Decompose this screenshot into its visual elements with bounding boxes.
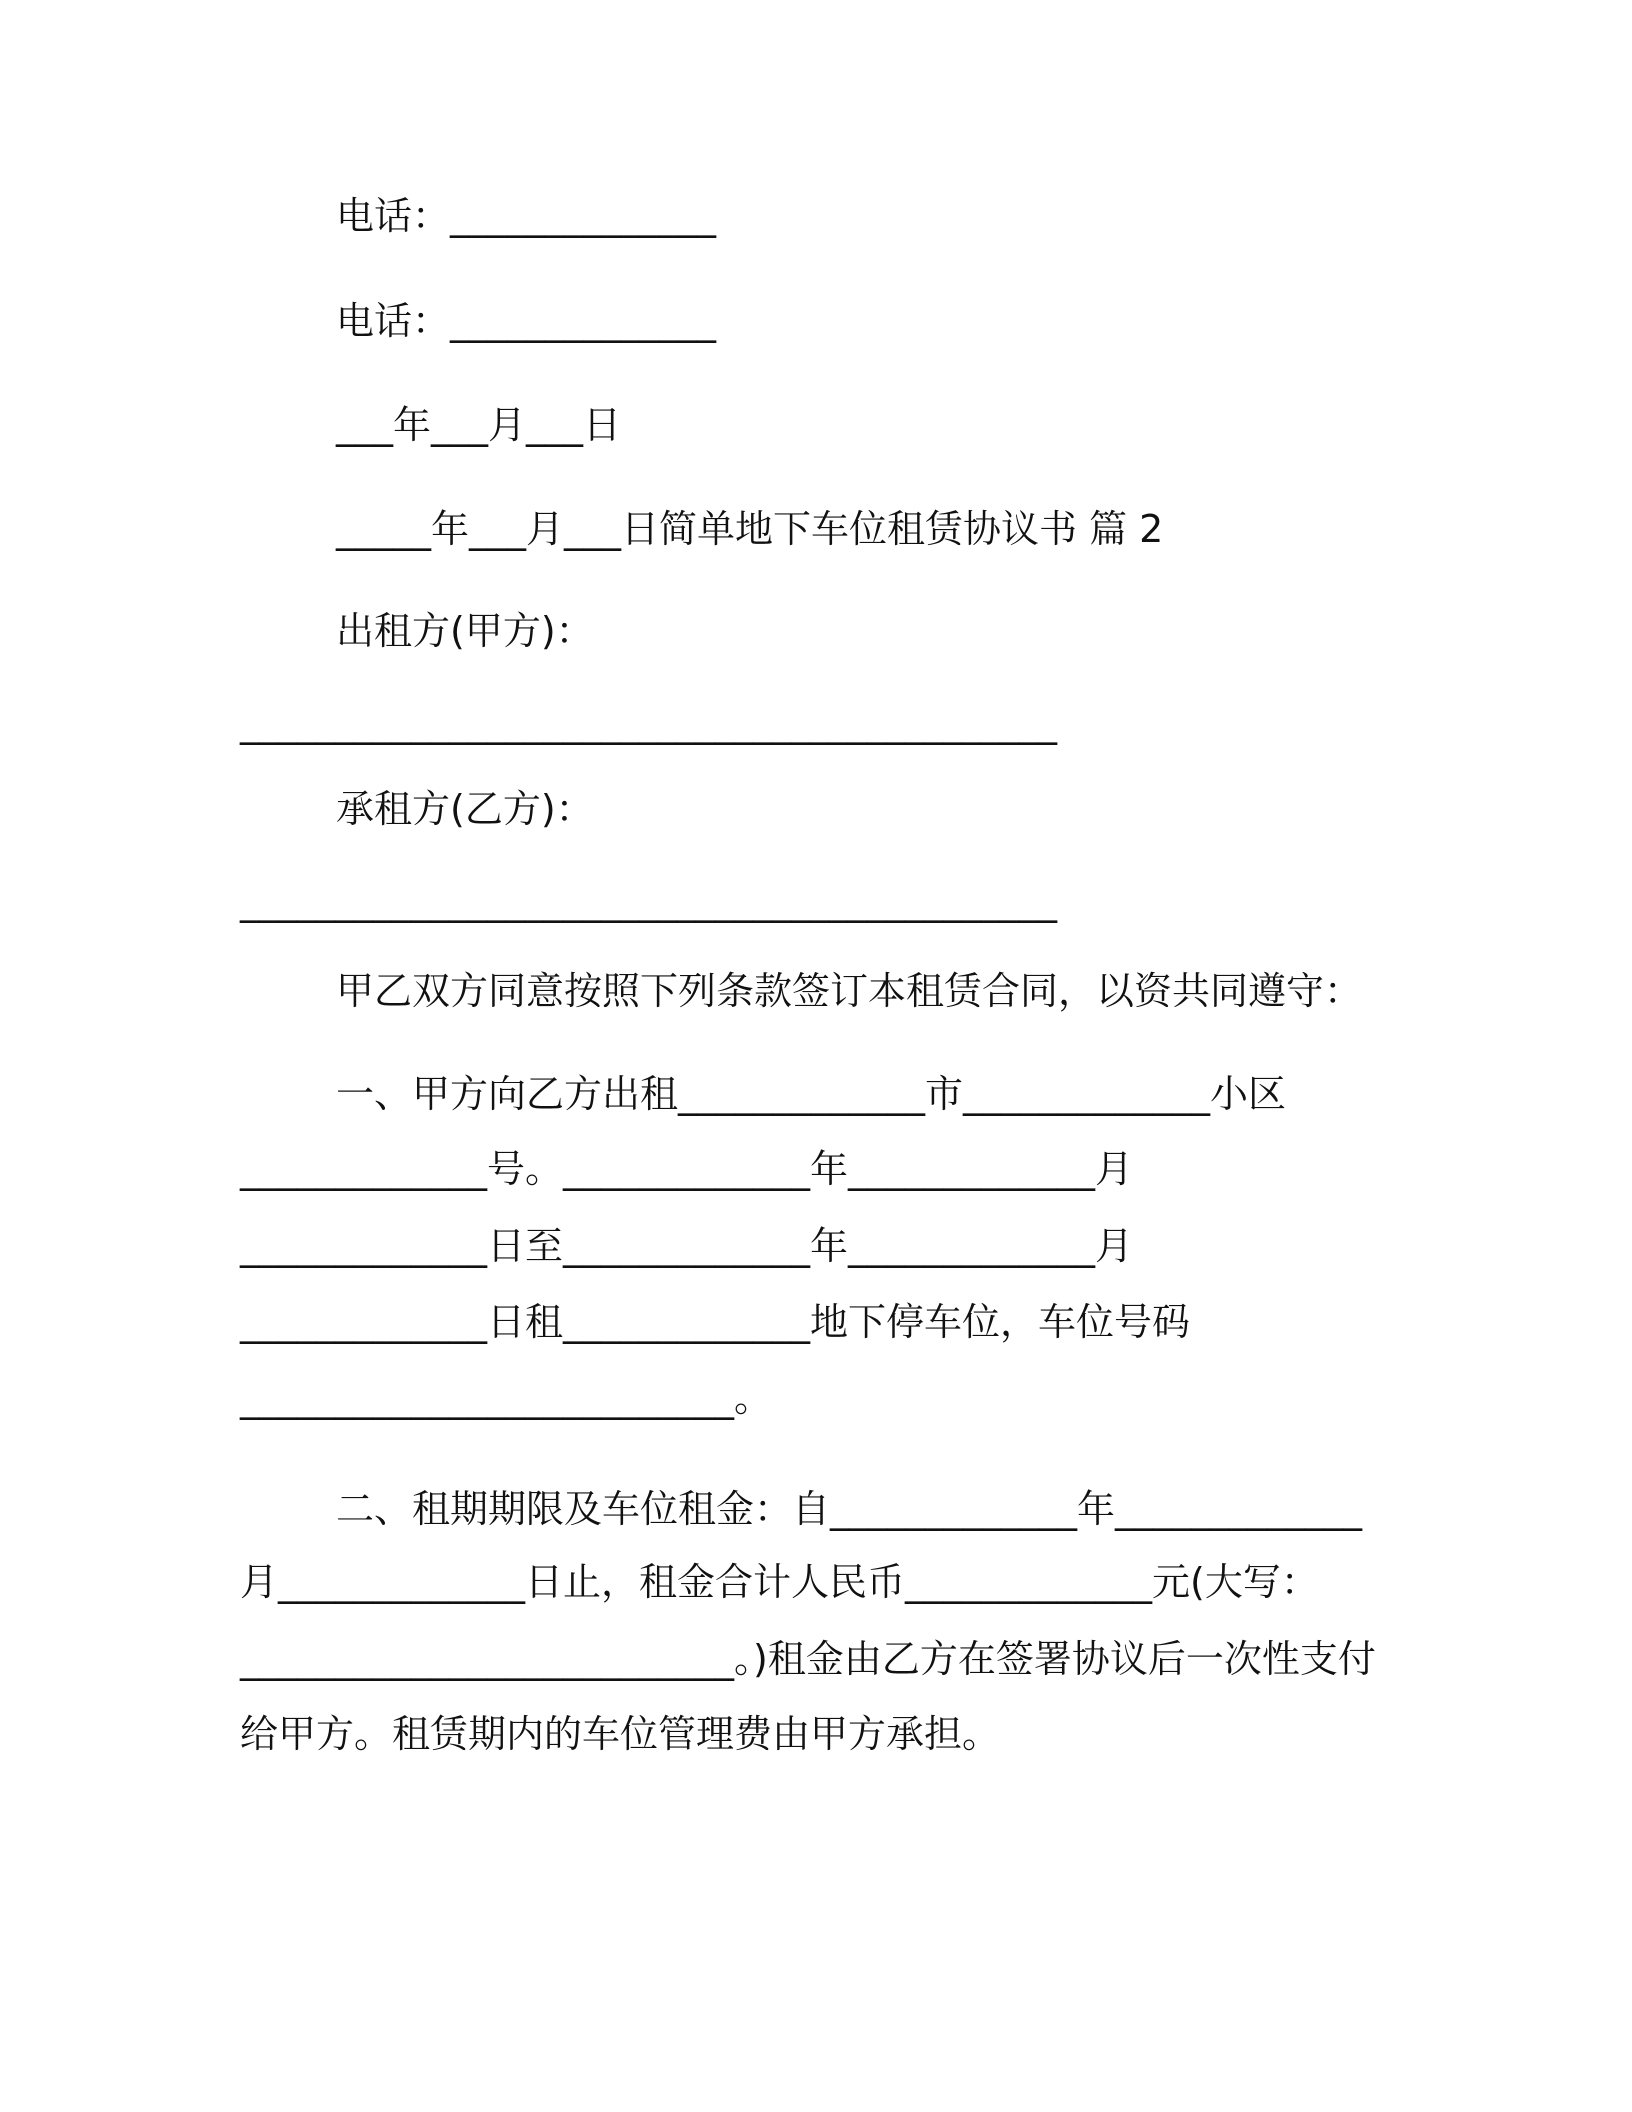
clause-2-line-1: 二、租期期限及车位租金：自_____________年_____________ bbox=[336, 1487, 1363, 1531]
clause-2-line-4: 给甲方。租赁期内的车位管理费由甲方承担。 bbox=[240, 1712, 1001, 1756]
phone-line-2: 电话：______________ bbox=[336, 299, 717, 343]
lessee-blank: ___________________________________________ bbox=[240, 879, 1057, 923]
clause-1-line-4: _____________日租_____________地下停车位，车位号码 bbox=[240, 1300, 1191, 1344]
lessor-label: 出租方(甲方)： bbox=[336, 609, 594, 653]
clause-2-line-2: 月_____________日止，租金合计人民币_____________元(大写： bbox=[240, 1560, 1319, 1604]
date-line: ___年___月___日 bbox=[336, 403, 622, 447]
clause-2-line-3: __________________________。)租金由乙方在签署协议后一次性支付 bbox=[240, 1637, 1376, 1681]
lessor-blank: ___________________________________________ bbox=[240, 701, 1057, 745]
lessee-label: 承租方(乙方)： bbox=[336, 787, 594, 831]
clause-1-line-2: _____________号。_____________年_____________月 bbox=[240, 1147, 1134, 1191]
phone-line-1: 电话：______________ bbox=[336, 194, 717, 238]
clause-1-line-5: __________________________。 bbox=[240, 1376, 773, 1420]
clause-1-line-1: 一、甲方向乙方出租_____________市_____________小区 bbox=[336, 1072, 1287, 1116]
clause-1-line-3: _____________日至_____________年_____________月 bbox=[240, 1224, 1134, 1268]
agreement-title: _____年___月___日简单地下车位租赁协议书 篇 2 bbox=[336, 507, 1164, 551]
agreement-intro: 甲乙双方同意按照下列条款签订本租赁合同，以资共同遵守： bbox=[336, 969, 1363, 1013]
